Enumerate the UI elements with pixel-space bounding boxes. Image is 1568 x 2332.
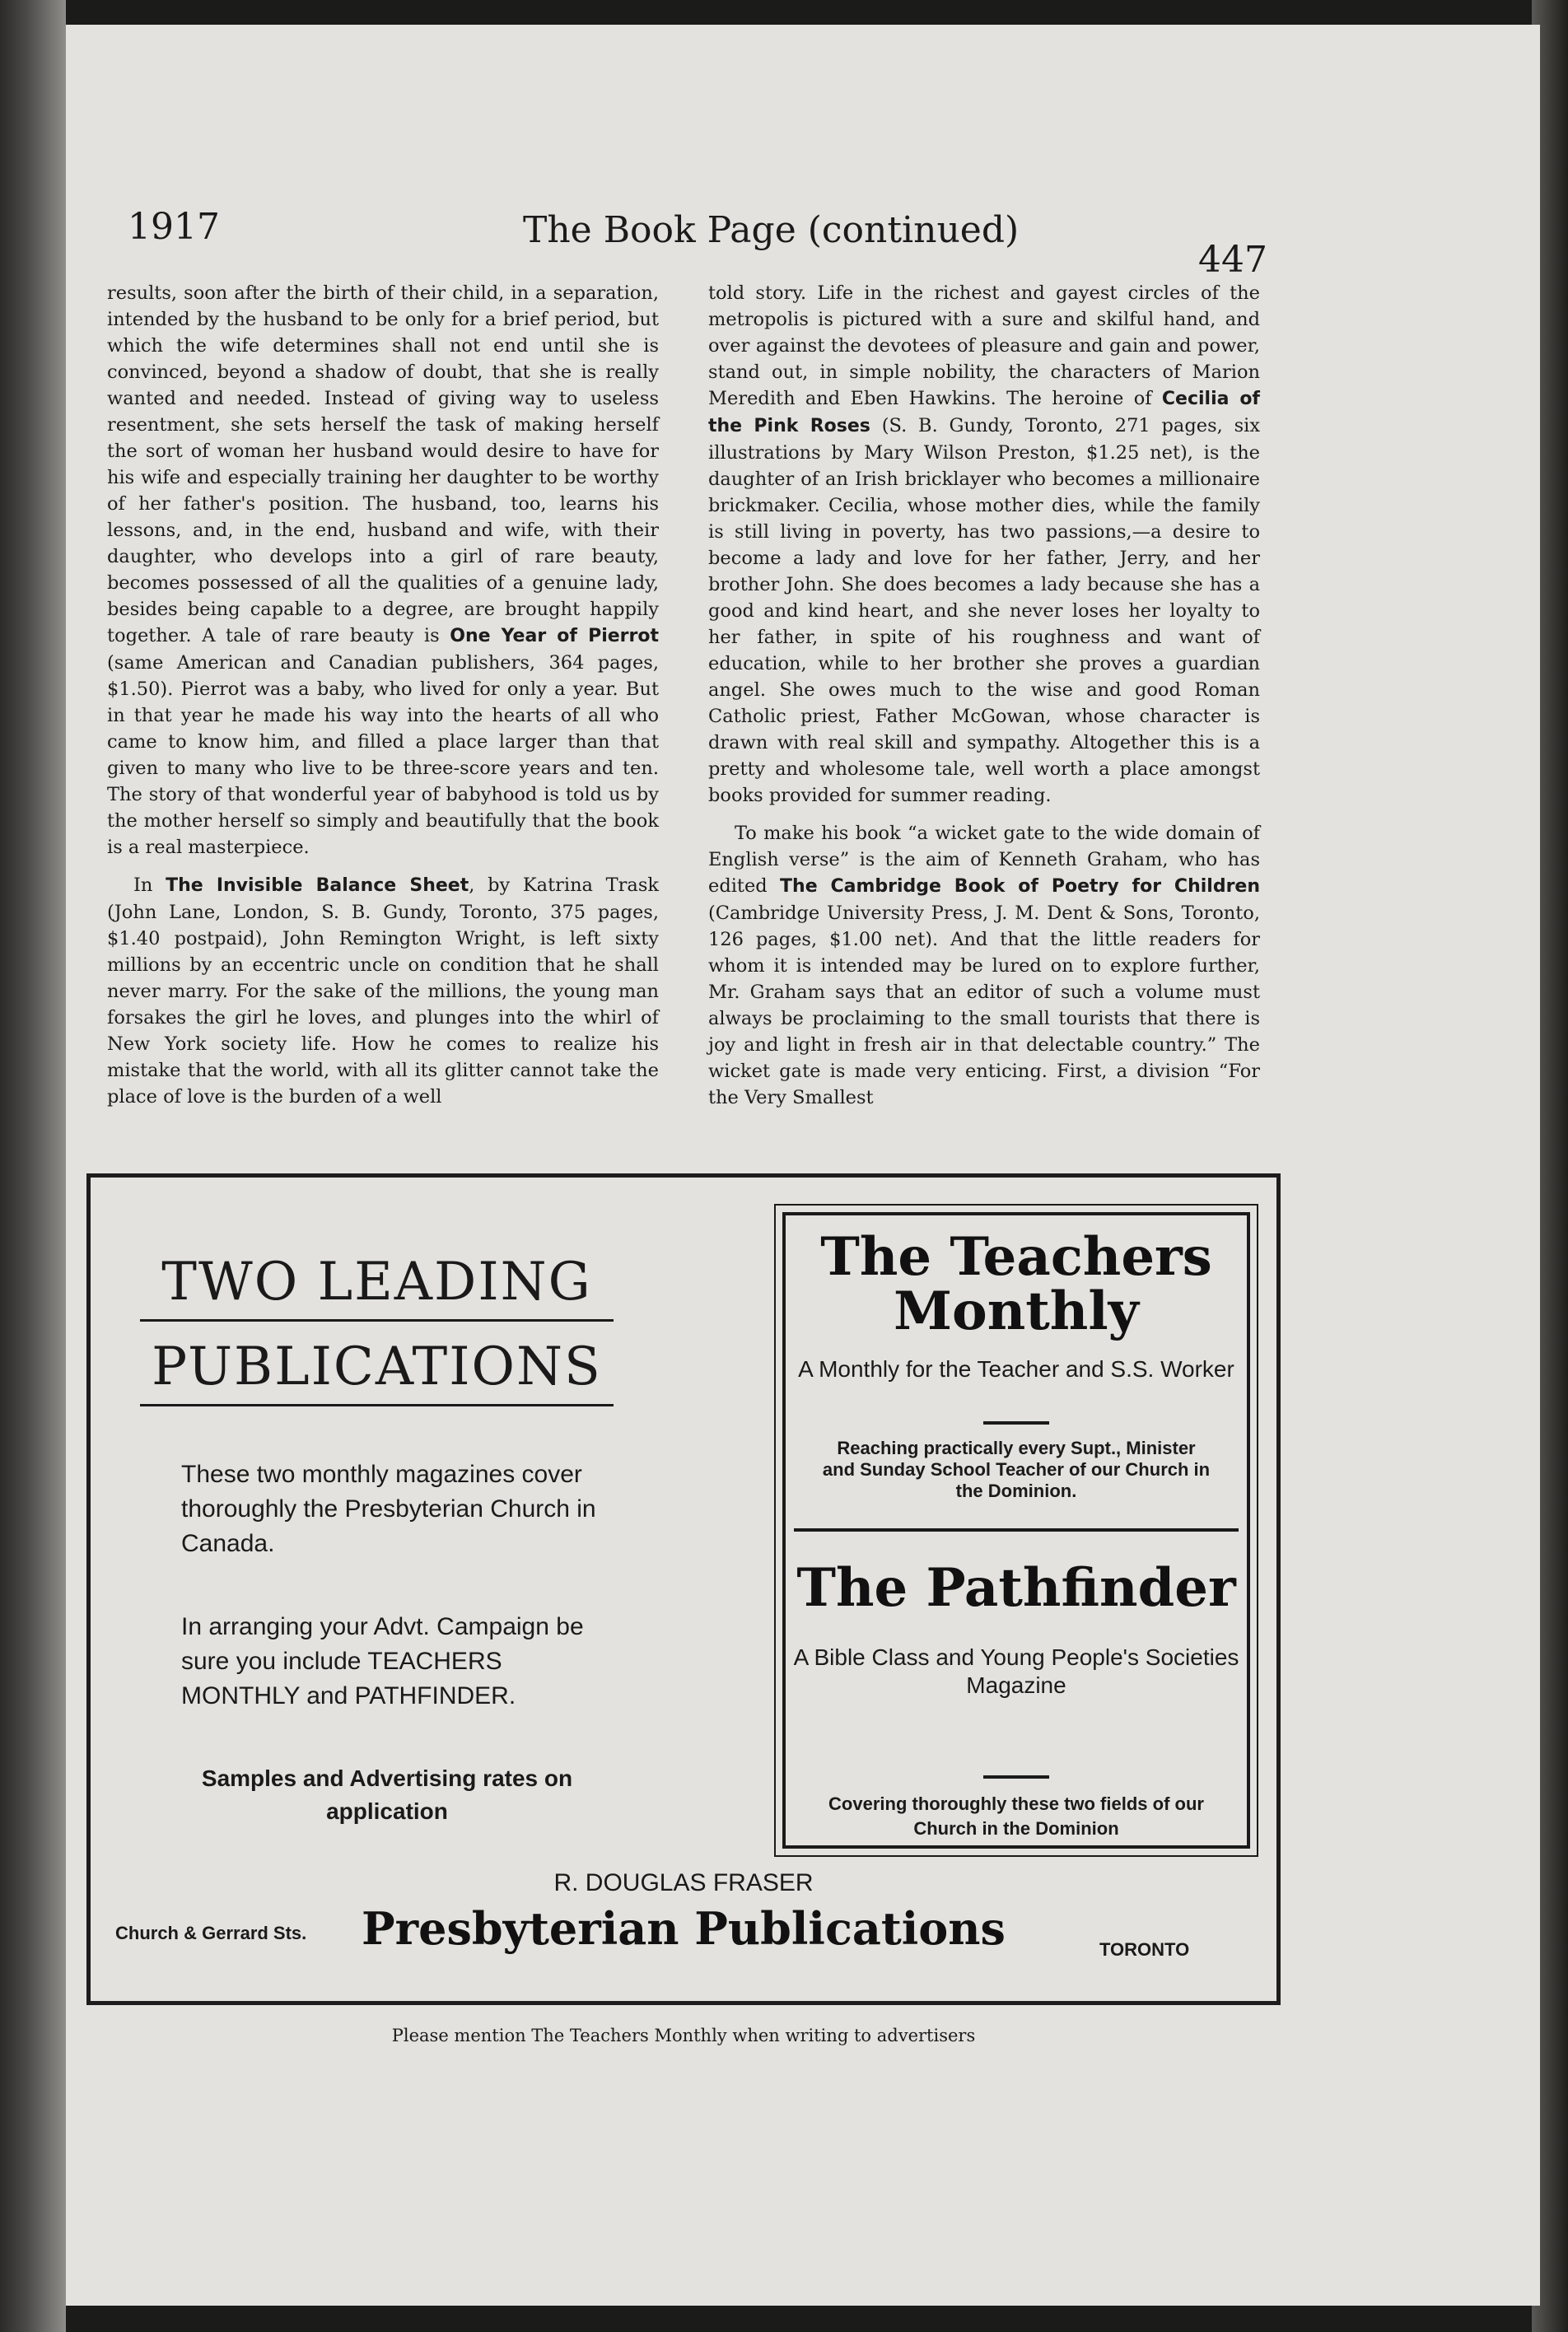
publisher-city: TORONTO <box>1099 1939 1190 1960</box>
right-p2-pre: To make his book “a wicket gate to the wide domain of English verse” is the aim of Kenneth Graham, who has edited <box>708 823 1260 897</box>
right-paragraph-2 <box>708 820 1260 1111</box>
pathfinder-description: Covering thoroughly these two fields of our Church in the Dominion <box>828 1793 1204 1839</box>
footer-note: Please mention The Teachers Monthly when writing to advertisers <box>391 2026 976 2045</box>
book-spine <box>0 0 66 2332</box>
ad-heading-line1: TWO LEADING <box>140 1252 614 1322</box>
ad-paragraph-2: In arranging your Advt. Campaign be sure you include TEACHERS MONTHLY and PATHFINDER. <box>181 1613 584 1709</box>
left-paragraph-2 <box>107 872 659 1110</box>
pathfinder-subtitle: A Bible Class and Young People's Societies Magazine <box>793 1644 1239 1698</box>
left-column <box>107 280 659 1122</box>
publisher-title: Presbyterian Publications <box>362 1902 1006 1955</box>
ad-heading <box>140 1252 614 1406</box>
publisher-name: R. DOUGLAS FRASER <box>553 1869 814 1896</box>
publisher-address: Church & Gerrard Sts. <box>115 1923 307 1943</box>
short-rule <box>983 1775 1049 1779</box>
left-p2-pre: In <box>133 874 153 896</box>
pathfinder-title: The Pathfinder <box>796 1557 1236 1619</box>
left-p1-text: results, soon after the birth of their child, in a separation, intended by the husband to be only for a brief period, but which the wife determines shall not end until she is convinced, beyond a shadow of doubt, that she is really wanted and needed. Instead of giving way to useless resentment, she sets herself the task of making herself the sort of woman her husband would desire to have for his wife and especially training her daughter to be worthy of her father's position. The husband, too, learns his lessons, and, in the end, husband and wife, with their daughter, who develops into a girl of rare beauty, becomes possessed of all the qualities of a genuine lady, besides being capable to a degree, are brought happily together. A tale of rare beauty is <box>107 282 659 646</box>
right-p2-rest: (Cambridge University Press, J. M. Dent & Sons, Toronto, 126 pages, $1.00 net). And that the little readers for whom it is intended may be lured on to explore further, Mr. Graham says that an editor of such a volume must always be proclaiming to the small tourists that there is joy and light in fresh air in that delectable country.” The wicket gate is made very enticing. First, a division “For the Very Smallest <box>708 902 1260 1108</box>
header-title: The Book Page (continued) <box>523 209 1020 251</box>
ad-heading-line2: PUBLICATIONS <box>140 1336 614 1406</box>
book-title-pierrot: One Year of Pierrot <box>450 626 659 646</box>
ad-samples-note: Samples and Advertising rates on application <box>201 1765 573 1824</box>
right-p1-rest: (S. B. Gundy, Toronto, 271 pages, six illustrations by Mary Wilson Preston, $1.25 net), is the daughter of an Irish bricklayer who becomes a millionaire brickmaker. Cecilia, whose mother dies, while the family is still living in poverty, has two passions,—a desire to become a lady and love for her father, Jerry, and her brother John. She does becomes a lady because she has a good and kind heart, and she never loses her loyalty to her father, in spite of his roughness and want of education, while to her brother she proves a guardian angel. She owes much to the wise and good Roman Catholic priest, Father McGowan, whose character is drawn with real skill and sympathy. Altogether this is a pretty and wholesome tale, well worth a place amongst books provided for summer reading. <box>708 415 1261 806</box>
short-rule <box>983 1421 1049 1425</box>
ad-paragraph-1: These two monthly magazines cover thoroughly the Presbyterian Church in Canada. <box>181 1461 596 1557</box>
right-column <box>708 280 1260 1122</box>
book-title-cambridge-poetry: The Cambridge Book of Poetry for Children <box>780 876 1260 897</box>
right-paragraph-1 <box>708 280 1260 809</box>
header-year: 1917 <box>128 206 220 248</box>
teachers-monthly-description: Reaching practically every Supt., Minister and Sunday School Teacher of our Church in the Dominion. <box>822 1438 1211 1501</box>
page-header <box>128 189 1314 281</box>
advertisement-box <box>86 1173 1281 2005</box>
page-number: 447 <box>1198 239 1267 281</box>
teachers-monthly-subtitle: A Monthly for the Teacher and S.S. Worker <box>798 1356 1234 1382</box>
book-title-cecilia: Cecilia of the Pink Roses <box>708 389 1261 436</box>
book-title-invisible-balance-sheet: The Invisible Balance Sheet <box>166 875 469 896</box>
box-divider <box>794 1528 1239 1532</box>
left-p2-rest: , by Katrina Trask (John Lane, London, S. B. Gundy, Toronto, 375 pages, $1.40 postpaid), John Remington Wright, is left sixty millions by an eccentric uncle on condition that he shall never marry. For the sake of the millions, the young man forsakes the girl he loves, and plunges into the whirl of New York society life. How he comes to realize his mistake that the world, with all its glitter cannot take the place of love is the burden of a well <box>107 874 659 1108</box>
publications-box <box>782 1212 1250 1849</box>
left-paragraph-1 <box>107 280 659 861</box>
teachers-monthly-title: The Teachers Monthly <box>820 1226 1212 1342</box>
left-p1-rest: (same American and Canadian publishers, 364 pages, $1.50). Pierrot was a baby, who lived for only a year. But in that year he made his way into the hearts of all who came to know him, and filled a place larger than that given to many who live to be three-score years and ten. The story of that wonderful year of babyhood is told us by the mother herself so simply and beautifully that the book is a real masterpiece. <box>107 652 659 858</box>
right-p1-text: told story. Life in the richest and gayest circles of the metropolis is pictured with a sure and skilful hand, and over against the devotees of pleasure and gain and power, stand out, in simple nobility, the characters of Marion Meredith and Eben Hawkins. The heroine of <box>708 282 1260 409</box>
